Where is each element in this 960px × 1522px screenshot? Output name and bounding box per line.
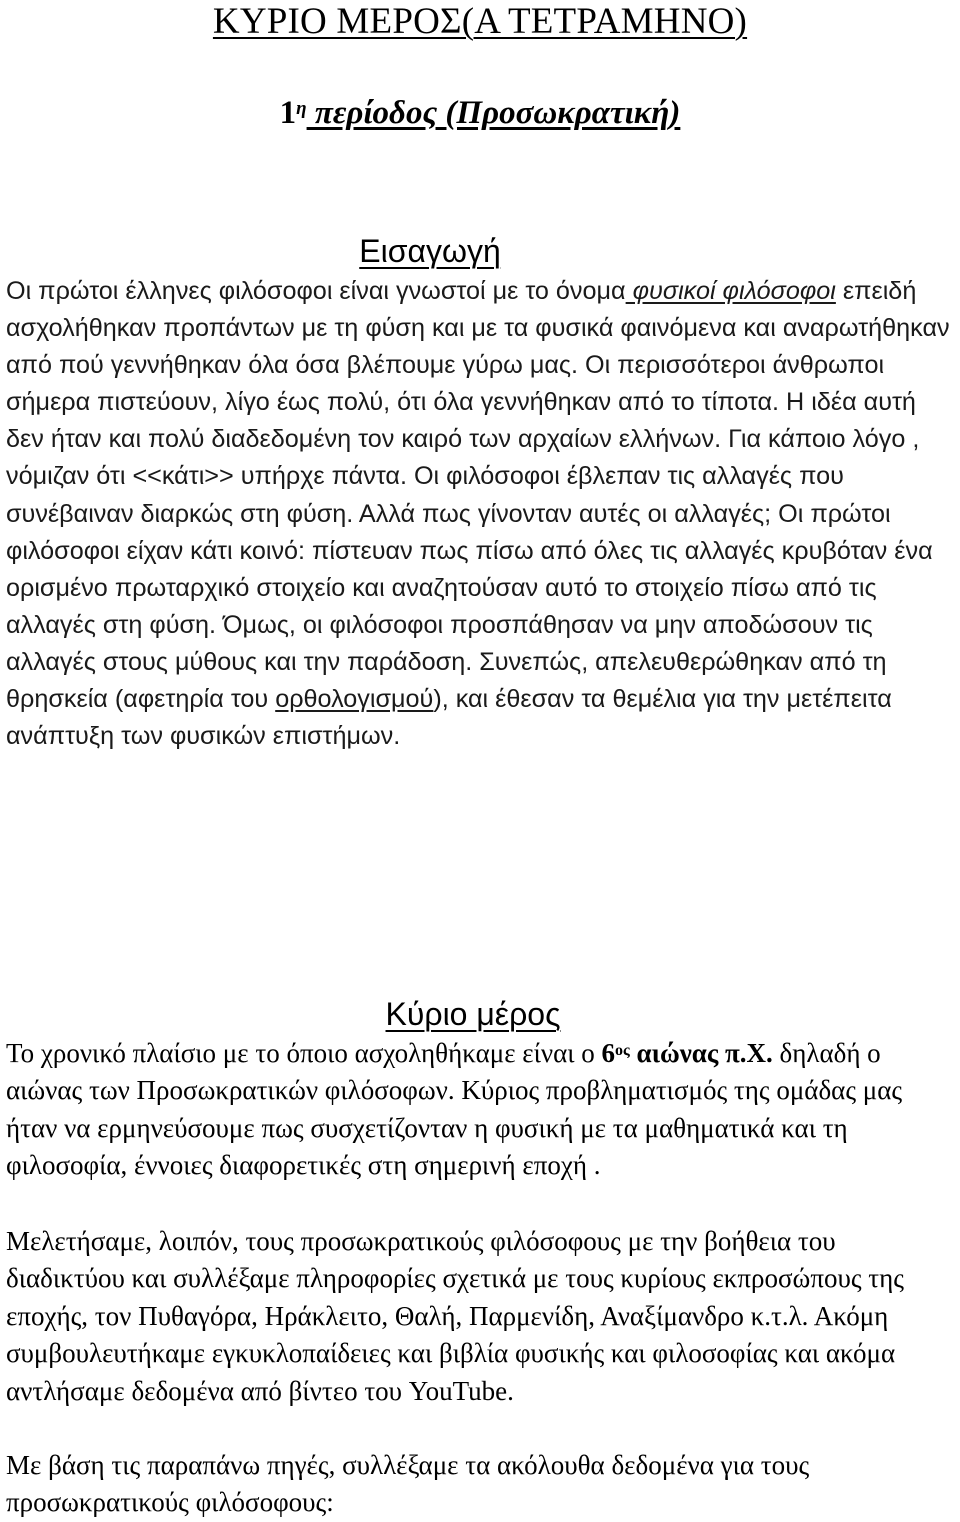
timeframe-text-2: δηλαδή ο αιώνας των Προσωκρατικών φιλόσοφων. Κύριος προβληματισμός της ομάδας μας ήταν να ερμηνεύσουμε πως συσχετίζονταν η φυσική με τα μαθηματικά και τη φιλοσοφία, έννοιες διαφορετικές στη σημερινή εποχή . xyxy=(6,1038,903,1181)
intro-text-2: επειδή ασχολήθηκαν προπάντων με τη φύση και με τα φυσικά φαινόμενα και αναρωτήθηκαν από πού γεννήθηκαν όλα όσα βλέπουμε γύρω μας. Οι περισσότεροι άνθρωποι σήμερα πιστεύουν, λίγο έως πολύ, ότι όλα γεννήθηκαν από το τίποτα. Η ιδέα αυτή δεν ήταν και πολύ διαδεδομένη τον καιρό των αρχαίων ελλήνων. Για κάποιο λόγο , νόμιζαν ότι <<κάτι>> υπήρχε πάντα. Οι φιλόσοφοι έβλεπαν τις αλλαγές που συνέβαιναν διαρκώς στη φύση. Αλλά πως γίνονταν αυτές οι αλλαγές; Οι πρώτοι φιλόσοφοι είχαν κάτι κοινό: πίστευαν πως πίσω από όλες τις αλλαγές κρυβόταν ένα ορισμένο πρωταρχικό στοιχείο και αναζητούσαν αυτό το στοιχείο πίσω από τις αλλαγές στη φύση. Όμως, οι φιλόσοφοι προσπάθησαν να μην αποδώσουν τις αλλαγές στους μύθους και την παράδοση. Συνεπώς, απελευθερώθηκαν από τη θρησκεία (αφετηρία του xyxy=(6,277,950,714)
intro-heading: Εισαγωγή xyxy=(359,233,501,269)
century-suffix: ος xyxy=(615,1042,630,1059)
main-paragraph-sources: Μελετήσαμε, λοιπόν, τους προσωκρατικούς φιλόσοφους με την βοήθεια του διαδικτύου και συλλέξαμε πληροφορίες σχετικά με τους κυρίους εκπροσώπους της εποχής, τον Πυθαγόρα, Ηράκλειτο, Θαλή, Παρμενίδη, Αναξίμανδρο κ.τ.λ. Ακόμη συμβουλευτήκαμε εγκυκλοπαίδειες και βιβλία φυσικής και φιλοσοφίας και ακόμα αντλήσαμε δεδομένα από βίντεο του YouTube. xyxy=(6,1226,904,1406)
intro-paragraph xyxy=(6,273,954,755)
period-title: περίοδος (Προσωκρατική) xyxy=(306,95,681,131)
period-number-suffix: η xyxy=(296,98,307,119)
main-part-heading: Κύριο μέρος xyxy=(385,996,561,1032)
intro-text-1: Οι πρώτοι έλληνες φιλόσοφοι είναι γνωστοί με το όνομα xyxy=(6,277,626,305)
intro-text-3: ), και έθεσαν τα θεμέλια για την μετέπειτα ανάπτυξη των φυσικών επιστήμων. xyxy=(6,685,892,751)
period-number: 1 xyxy=(279,95,297,131)
century-number: 6 xyxy=(601,1038,616,1068)
century-label: αιώνας π.Χ. xyxy=(629,1038,773,1068)
document-title: ΚΥΡΙΟ ΜΕΡΟΣ(Α ΤΕΤΡΑΜΗΝΟ) xyxy=(212,1,748,42)
main-paragraph-timeframe xyxy=(6,1035,954,1185)
timeframe-text-1: Το χρονικό πλαίσιο με το όποιο ασχοληθήκαμε είναι ο xyxy=(6,1038,602,1068)
century-emphasis xyxy=(602,1038,773,1068)
main-paragraph-data-intro: Με βάση τις παραπάνω πηγές, συλλέξαμε τα ακόλουθα δεδομένα για τους προσωκρατικούς φιλόσοφους: xyxy=(6,1450,810,1518)
term-rationalism: ορθολογισμού xyxy=(275,685,434,714)
period-subtitle xyxy=(0,93,960,133)
term-physical-philosophers: φυσικοί φιλόσοφοι xyxy=(625,277,836,305)
